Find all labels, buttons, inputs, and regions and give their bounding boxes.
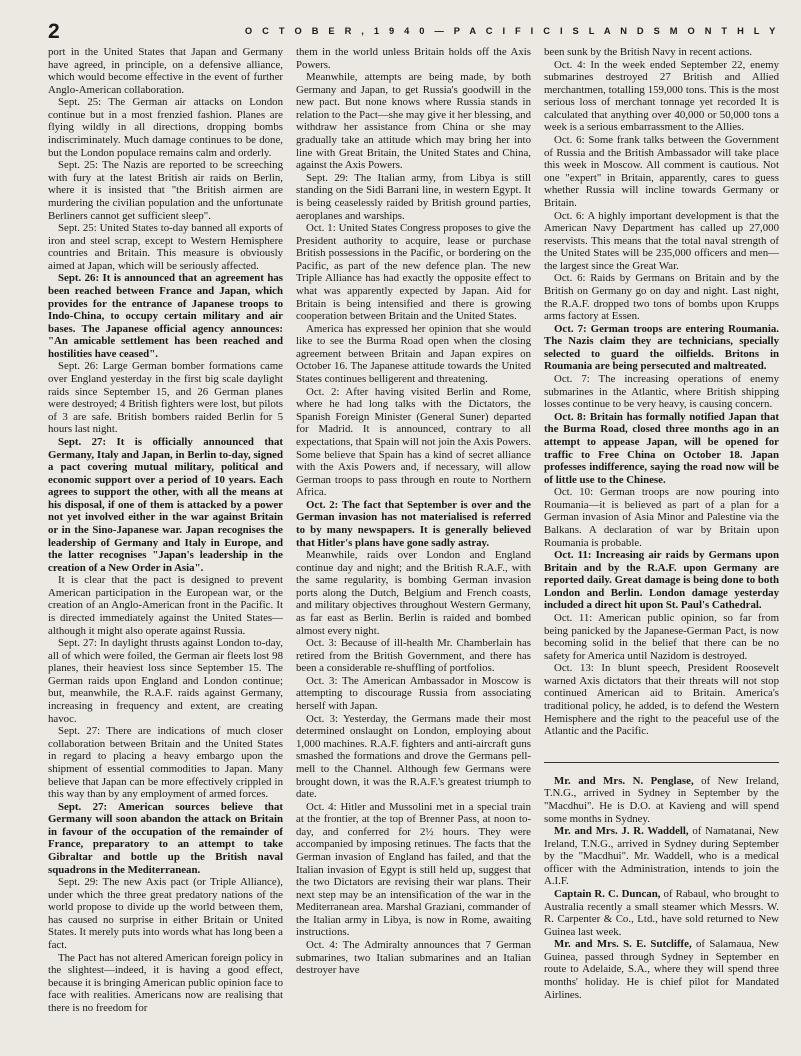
running-title: O C T O B E R , 1 9 4 0 — P A C I F I C I S L A N D S M O N T H L Y	[244, 26, 779, 36]
news-paragraph: Oct. 10: German troops are now pouring into Roumania—it is believed as part of a plan for a German invasion of Asia Minor and Palestine via the Balkans. A declaration of war by Britain upon Roumania is probable.	[544, 486, 779, 549]
news-paragraph: Sept. 27: American sources believe that Germany will soon abandon the attack on Britain in favour of the occupation of the remainder of France, preparatory to an attempt to take Gibraltar and bottle up the British naval squadrons in the Mediterranean.	[48, 800, 283, 876]
news-paragraph: Sept. 27: In daylight thrusts against London to-day, all of which were foiled, the German air fleets lost 98 planes, their heaviest loss since September 15. The German raids upon England and London continue; but, meanwhile, the R.A.F. raids against Germany, increasing in frequency and extent, are creating havoc.	[48, 637, 283, 725]
personal-note	[544, 825, 779, 888]
page-number: 2	[48, 20, 60, 43]
text-columns	[48, 46, 779, 1015]
news-paragraph: Oct. 13: In blunt speech, President Roosevelt warned Axis dictators that their threats will not stop continued American aid to Britain. America's traditional policy, he added, is to defend the Western Hemisphere and the right to the peaceful use of the Atlantic and the Pacific.	[544, 662, 779, 738]
news-paragraph: Oct. 3: The American Ambassador in Moscow is attempting to discourage Russia from associating herself with Japan.	[296, 674, 531, 713]
news-paragraph: Sept. 29: The Italian army, from Libya is still standing on the Sidi Barrani line, in western Egypt. It is being ceaselessly raided by British ground parties, aeroplanes and warships.	[296, 171, 531, 222]
news-paragraph: America has expressed her opinion that she would like to see the Burma Road open when the closing agreement between Britain and Japan expires on October 16. The Japanese attitude towards the United States continues belligerent and threatening.	[296, 322, 531, 386]
personal-note	[544, 888, 779, 938]
news-paragraph: Sept. 27: There are indications of much closer collaboration between Britain and the United States in regard to placing a heavy embargo upon the shipment of essential commodities to Japan. Many believe that Japan can be more effectively crippled in this way than by any employment of armed forces.	[48, 725, 283, 801]
personal-note-text: of Salamaua, New Guinea, passed through Sydney in September en route to Adelaide, S.A., where they will spend three months' holiday. He is chief pilot for Mandated Airlines.	[544, 938, 779, 1001]
news-paragraph: It is clear that the pact is designed to prevent American participation in the European war, or the creation of an Anglo-American front in the Pacific. It is directed immediately against the United States—although it might also operate against Russia.	[48, 574, 283, 637]
column-right	[544, 46, 779, 1015]
news-paragraph: Oct. 4: In the week ended September 22, enemy submarines destroyed 27 British and Allied merchantmen, totalling 159,000 tons. This is the most serious loss of merchant tonnage yet recorded It is calculated that anything over 40,000 or 50,000 tons a week is a serious embarrassment to the Allies.	[544, 58, 779, 134]
page-header	[48, 0, 779, 46]
personal-note-text: of New Ireland, T.N.G., arrived in Sydney in September by the "Macdhui". He is D.O. at Kavieng and will spend some months in Sydney.	[544, 774, 779, 825]
news-paragraph: Meanwhile, raids over London and England continue day and night; and the British R.A.F., with the same regularity, is bombing German invasion ports along the Dutch, Belgium and French coasts, and military objectives throughout Western Germany, as far east as Berlin. Berlin is raided and bombed almost every night.	[296, 549, 531, 637]
personal-note-name: Captain R. C. Duncan,	[554, 888, 661, 900]
news-paragraph: Oct. 7: German troops are entering Roumania. The Nazis claim they are technicians, specially selected to guard the oilfields. Britons in Roumania are being persecuted and maltreated.	[544, 322, 779, 373]
news-paragraph: Oct. 4: Hitler and Mussolini met in a special train at the frontier, at the top of Brenner Pass, at noon to-day, and conferred for 2½ hours. They were accompanied by imposing retinues. The facts that the German invasion of England has failed, and that the Italian invasion of Egypt is still held up, suggest that the two Dictators are revising their war plans. Their next step may be an intensification of the war in the Mediterranean area. Marshal Graziani, commander of the Italian army in Libya, is now in Rome, awaiting instructions.	[296, 800, 531, 939]
news-entries	[544, 46, 779, 738]
personal-note	[544, 775, 779, 825]
news-paragraph: Sept. 25: United States to-day banned all exports of iron and steel scrap, except to Western Hemisphere countries and Britain. This measure is obviously aimed at Japan, which will be seriously affected.	[48, 222, 283, 272]
news-paragraph: Sept. 26: It is announced that an agreement has been reached between France and Japan, which provides for the entrance of Japanese troops to Indo-China, to occupy certain military and air bases. The Japanese official agency announces: "An amicable settlement has been reached and hostilities have ceased".	[48, 272, 283, 360]
news-paragraph: Sept. 27: It is officially announced that Germany, Italy and Japan, in Berlin to-day, signed a pact covering mutual military, political and economic support over a period of 10 years. Each agrees to support the other, with all the means at his disposal, if one of them is attacked by a power not yet involved either in the war against Britain or in the Sino-Japanese war. Japan recognises the leadership of Germany and Italy in Europe, and the latter recognises "Japan's leadership in the creation of a New Order in Asia".	[48, 435, 283, 574]
news-paragraph: Oct. 11: American public opinion, so far from being panicked by the Japanese-German Pact, is now becoming solid in the belief that there can be no safety for America until Nazidom is destroyed.	[544, 612, 779, 662]
personal-note-text: of Rabaul, who brought to Australia recently a small steamer which Messrs. W. R. Carpenter & Co., Ltd., have sold returned to New Guinea last week.	[544, 888, 779, 938]
news-paragraph: Sept. 29: The new Axis pact (or Triple Alliance), under which the three great predatory nations of the world propose to divide up the world between them, has caused no surprise in either Britain or United States. It merely puts into words what has long been a fact.	[48, 876, 283, 952]
personal-notes	[544, 775, 779, 1001]
personal-note-name: Mr. and Mrs. J. R. Waddell,	[554, 825, 689, 838]
news-paragraph: Oct. 2: After having visited Berlin and Rome, where he had long talks with the Dictators, the Spanish Foreign Minister (General Suner) departed for Madrid. It is announced, contrary to all expectations, that Spain will not join the Axis Powers. Some believe that Spain has a kind of secret alliance with the Axis Powers and, if necessary, will allow German troops to pass through en route to Northern Africa.	[296, 385, 531, 499]
news-paragraph: them in the world unless Britain holds off the Axis Powers.	[296, 46, 531, 71]
column-middle	[296, 46, 531, 1015]
news-paragraph: Oct. 1: United States Congress proposes to give the President authority to acquire, lease or purchase British possessions in the Pacific, or bordering on the Pacific, as part of the new defence plan. The new Triple Alliance has had exactly the opposite effect to what was apparently expected by Japan. Aid for Britain is being intensified and there is growing cooperation between Britain and the United States.	[296, 222, 531, 323]
news-paragraph: The Pact has not altered American foreign policy in the slightest—indeed, it is having a good effect, because it is bringing American public opinion face to face with realities. Americans now are realising that there is no freedom for	[48, 951, 283, 1014]
news-paragraph: Oct. 8: Britain has formally notified Japan that the Burma Road, closed three months ago in an attempt to appease Japan, will be opened for traffic to Free China on October 18. Japan professes indifference, saying the road now will be of little use to the Chinese.	[544, 410, 779, 486]
news-paragraph: Oct. 6: Raids by Germans on Britain and by the British on Germany go on day and night. Last night, the R.A.F. dropped two tons of bombs upon Krupps arms factory at Essen.	[544, 272, 779, 323]
personal-note-name: Mr. and Mrs. S. E. Sutcliffe,	[554, 938, 692, 951]
news-paragraph: Oct. 3: Yesterday, the Germans made their most determined onslaught on London, employing about 1,000 machines. R.A.F. fighters and anti-aircraft guns smashed the formations and drove the Germans pell-mell to the Channel. Although few Germans were brought down, it was the R.A.F.'s greatest triumph to date.	[296, 712, 531, 801]
column-left	[48, 46, 283, 1015]
news-paragraph: Oct. 7: The increasing operations of enemy submarines in the Atlantic, where British shipping losses continue to be very heavy, is causing concern.	[544, 373, 779, 411]
news-paragraph: port in the United States that Japan and Germany have agreed, in principle, on a defensive alliance, which would become effective in the event of further Anglo-American collaboration.	[48, 46, 283, 96]
personal-note	[544, 938, 779, 1001]
news-paragraph: Oct. 11: Increasing air raids by Germans upon Britain and by the R.A.F. upon Germany are reported daily. Great damage is being done to both London and Berlin. London damage yesterday included a direct hit upon St. Paul's Cathedral.	[544, 549, 779, 612]
news-paragraph: Oct. 4: The Admiralty announces that 7 German submarines, two Italian submarines and an Italian destroyer have	[296, 939, 531, 977]
news-paragraph: Oct. 3: Because of ill-health Mr. Chamberlain has retired from the British Government, and there has been a considerable re-shuffling of portfolios.	[296, 637, 531, 675]
news-paragraph: Oct. 2: The fact that September is over and the German invasion has not materialised is referred to by many newspapers. It is generally believed that Hitler's plans have gone sadly astray.	[296, 498, 531, 549]
news-paragraph: Sept. 25: The Nazis are reported to be screeching with fury at the latest British air raids on Berlin, where it is insisted that "the British airmen are murdering the civilian population and the unfortunate Berliners cannot get sufficient sleep".	[48, 159, 283, 222]
news-paragraph: been sunk by the British Navy in recent actions.	[544, 46, 753, 58]
news-paragraph: Oct. 6: A highly important development is that the American Navy Department has called up 27,000 reservists. This means that the total naval strength of the United States will be 235,000 officers and men—the largest since the Great War.	[544, 209, 779, 272]
news-paragraph: Sept. 25: The German air attacks on London continue but in a most frenzied fashion. Planes are flying wildly in all directions, dropping bombs indiscriminately. Much damage continues to be done, but the London populace remains calm and orderly.	[48, 96, 283, 159]
personal-note-name: Mr. and Mrs. N. Penglase,	[554, 774, 694, 787]
personal-note-text: of Namatanai, New Ireland, T.N.G., arrived in Sydney during September by the "Macdhui". Mr. Waddell, who is a medical officer with the Administration, intends to join the A.I.F.	[544, 825, 779, 888]
news-paragraph: Sept. 26: Large German bomber formations came over England yesterday in the first big scale daylight raids since September 15, and 26 German planes were destroyed; 4 British fighters were lost, but pilots of 3 are safe. British bombers raided Berlin for 5 hours last night.	[48, 360, 283, 436]
section-divider	[544, 762, 779, 763]
news-paragraph: Oct. 6: Some frank talks between the Government of Russia and the British Ambassador will take place this week in Moscow. All comment is cautious. Not one "expert" in Britain, apparently, cares to guess whether Russia will incline towards Germany or Britain.	[544, 134, 779, 209]
news-paragraph: Meanwhile, attempts are being made, by both Germany and Japan, to get Russia's goodwill in the new pact. But none knows where Russia stands in relation to the Pact—she may give it her blessing, and withdraw her assistance from China or she may gradually take an attitude which may bring her into line with Great Britain, the United States and China, against the Axis Powers.	[296, 71, 531, 172]
